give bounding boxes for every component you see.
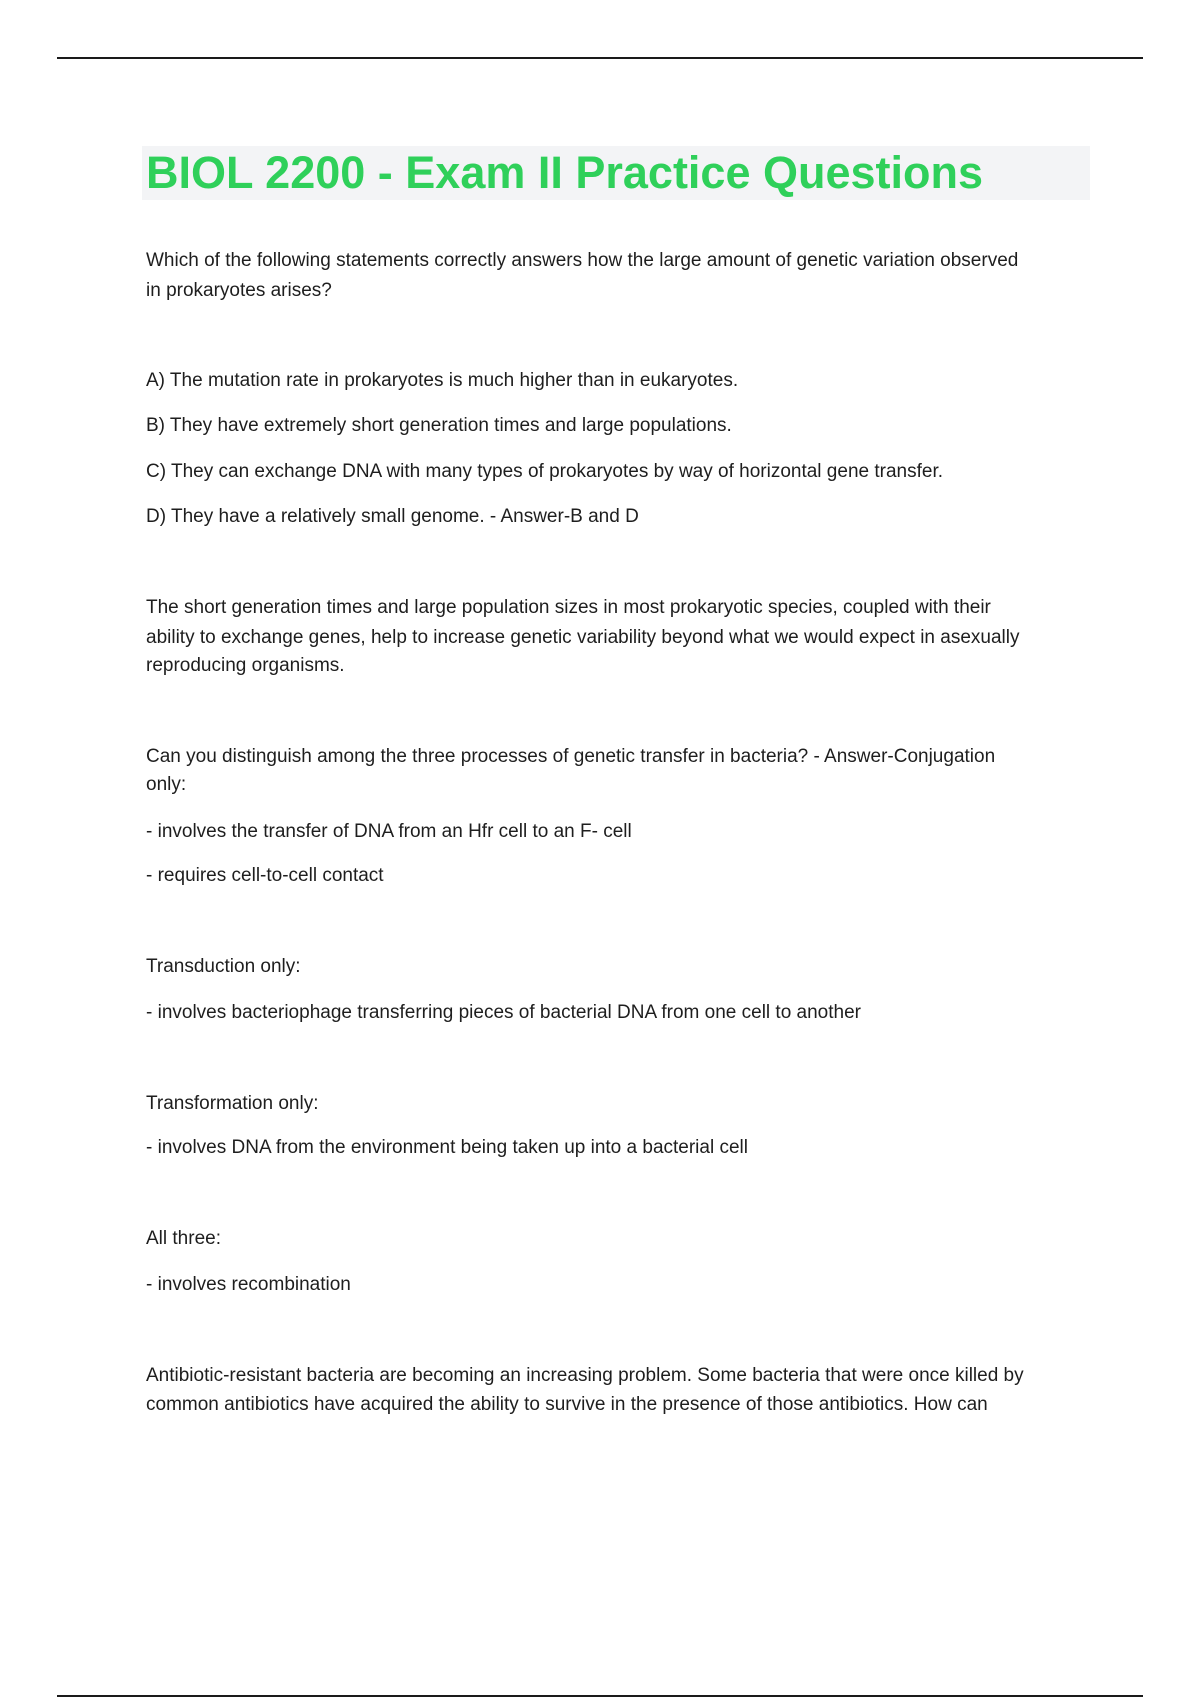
q1-explanation-line1: The short generation times and large population sizes in most prokaryotic species, coupled with their [146, 597, 991, 618]
top-rule [57, 57, 1143, 59]
q3-question-line1: Antibiotic-resistant bacteria are becoming an increasing problem. Some bacteria that were once killed by [146, 1365, 1024, 1386]
q1-option-d-answer: D) They have a relatively small genome. - Answer-B and D [146, 506, 639, 527]
q1-explanation-line2: ability to exchange genes, help to increase genetic variability beyond what we would expect in asexually [146, 627, 1020, 648]
all-three-heading: All three: [146, 1228, 221, 1249]
page-title: BIOL 2200 - Exam II Practice Questions [146, 147, 984, 198]
transduction-bullet: - involves bacteriophage transferring pieces of bacterial DNA from one cell to another [146, 1002, 861, 1023]
conjugation-bullet-1: - involves the transfer of DNA from an Hfr cell to an F- cell [146, 821, 632, 842]
transformation-bullet: - involves DNA from the environment being taken up into a bacterial cell [146, 1137, 748, 1158]
q1-question-line2: in prokaryotes arises? [146, 280, 332, 301]
q1-explanation-line3: reproducing organisms. [146, 655, 345, 676]
q2-question-line1: Can you distinguish among the three processes of genetic transfer in bacteria? - Answer-Conjugation [146, 746, 996, 767]
transformation-heading: Transformation only: [146, 1093, 319, 1114]
q1-question-line1: Which of the following statements correctly answers how the large amount of genetic variation observed [146, 250, 1019, 271]
conjugation-bullet-2: - requires cell-to-cell contact [146, 865, 384, 886]
bottom-rule [57, 1695, 1143, 1697]
q1-option-c: C) They can exchange DNA with many types of prokaryotes by way of horizontal gene transfer. [146, 461, 943, 482]
all-three-bullet: - involves recombination [146, 1274, 351, 1295]
q1-option-a: A) The mutation rate in prokaryotes is much higher than in eukaryotes. [146, 370, 739, 391]
transduction-heading: Transduction only: [146, 956, 301, 977]
q2-question-line2: only: [146, 774, 187, 795]
q3-question-line2: common antibiotics have acquired the ability to survive in the presence of those antibiotics. How can [146, 1394, 988, 1415]
q1-option-b: B) They have extremely short generation times and large populations. [146, 415, 732, 436]
